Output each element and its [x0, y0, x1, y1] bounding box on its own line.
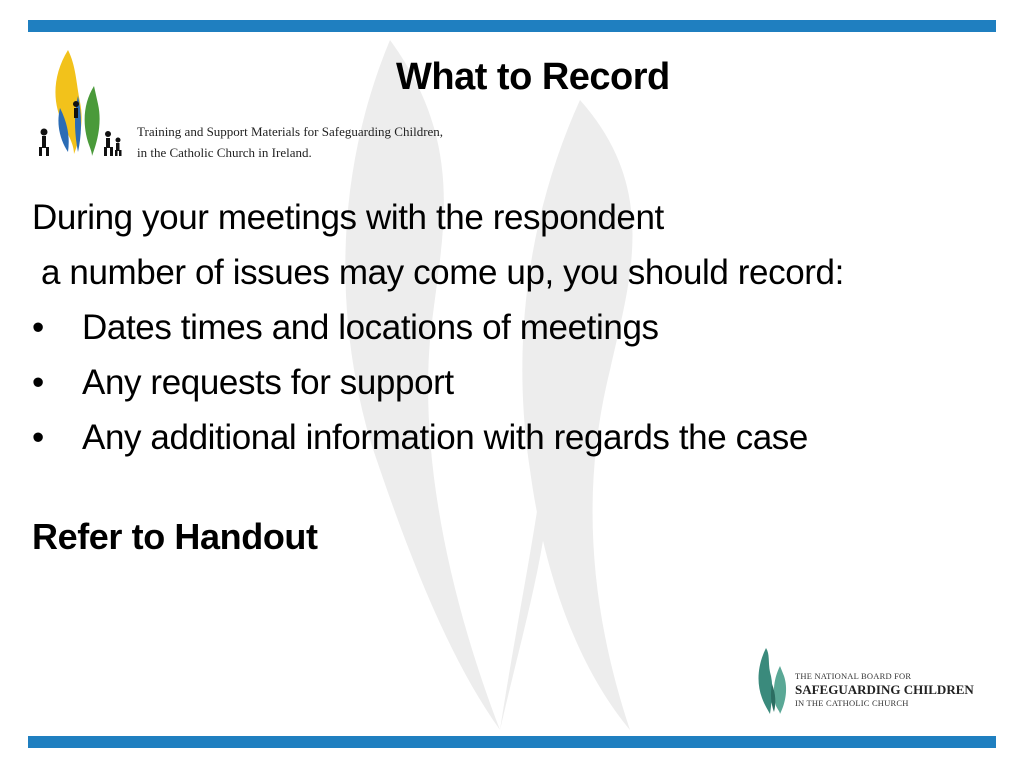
list-item — [32, 410, 1017, 465]
board-line-1: THE NATIONAL BOARD FOR — [795, 671, 912, 681]
board-line-3: IN THE CATHOLIC CHURCH — [795, 698, 909, 708]
bottom-accent-bar — [28, 736, 996, 748]
list-item-text: Dates times and locations of meetings — [82, 308, 659, 347]
logo-caption-line-1: Training and Support Materials for Safeguarding Children, — [137, 124, 444, 139]
board-line-2: SAFEGUARDING CHILDREN — [795, 682, 974, 697]
bullet-icon: • — [32, 308, 44, 347]
bullet-list — [32, 300, 1017, 465]
national-board-name — [795, 671, 974, 709]
logo-caption-line-2: in the Catholic Church in Ireland. — [137, 145, 312, 160]
list-item-text: Any additional information with regards the case — [82, 418, 808, 457]
refer-to-handout: Refer to Handout — [32, 516, 318, 557]
list-item-text: Any requests for support — [82, 363, 454, 402]
flames-with-children-logo-icon — [30, 46, 130, 158]
slide-body — [32, 190, 1017, 465]
list-item — [32, 355, 1017, 410]
bullet-icon: • — [32, 418, 44, 457]
teal-flames-logo-icon — [756, 648, 790, 714]
list-item — [32, 300, 1017, 355]
logo-caption — [137, 121, 443, 163]
top-accent-bar — [28, 20, 996, 32]
intro-line-1: During your meetings with the respondent — [32, 198, 664, 237]
intro-line-2: a number of issues may come up, you should record: — [41, 253, 844, 292]
page-title: What to Record — [396, 56, 670, 98]
bullet-icon: • — [32, 363, 44, 402]
